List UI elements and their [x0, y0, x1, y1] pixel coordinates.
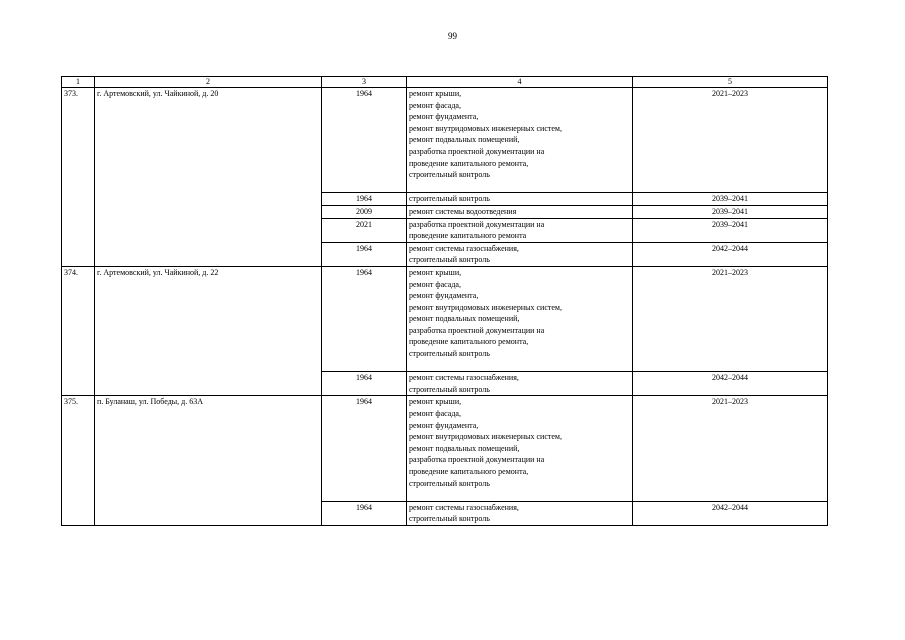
- work-item: разработка проектной документации на: [409, 455, 545, 465]
- work-item: ремонт системы газоснабжения,: [409, 243, 519, 253]
- header-cell-4: 4: [407, 77, 633, 88]
- work-types: [407, 501, 633, 525]
- commissioning-year: 1964: [322, 396, 407, 501]
- entry-number: 373.: [62, 88, 95, 267]
- header-cell-5: 5: [633, 77, 828, 88]
- work-item: ремонт подвальных помещений,: [409, 443, 520, 453]
- planned-period: 2039–2041: [633, 218, 828, 242]
- header-cell-1: 1: [62, 77, 95, 88]
- work-item: ремонт подвальных помещений,: [409, 135, 520, 145]
- work-types: [407, 205, 633, 218]
- work-item: ремонт внутридомовых инженерных систем,: [409, 432, 562, 442]
- spacer: [409, 489, 630, 501]
- header-cell-3: 3: [322, 77, 407, 88]
- entry-address: п. Буланаш, ул. Победы, д. 63А: [95, 396, 322, 526]
- work-item: ремонт внутридомовых инженерных систем,: [409, 302, 562, 312]
- planned-period: 2039–2041: [633, 205, 828, 218]
- work-item: ремонт крыши,: [409, 267, 462, 277]
- commissioning-year: 2021: [322, 218, 407, 242]
- work-item: ремонт фасада,: [409, 100, 461, 110]
- work-item: ремонт крыши,: [409, 397, 462, 407]
- work-types: [407, 266, 633, 371]
- work-item: строительный контроль: [409, 384, 490, 394]
- work-item: строительный контроль: [409, 349, 490, 359]
- planned-period: 2042–2044: [633, 242, 828, 266]
- entry-address: г. Артемовский, ул. Чайкиной, д. 20: [95, 88, 322, 267]
- entry-address: г. Артемовский, ул. Чайкиной, д. 22: [95, 266, 322, 396]
- work-item: ремонт подвальных помещений,: [409, 314, 520, 324]
- table-row: [62, 396, 828, 501]
- planned-period: 2021–2023: [633, 88, 828, 193]
- page-number: 99: [448, 31, 457, 41]
- work-item: ремонт фундамента,: [409, 420, 479, 430]
- spacer: [409, 181, 630, 193]
- work-item: строительный контроль: [409, 170, 490, 180]
- commissioning-year: 1964: [322, 193, 407, 206]
- work-item: разработка проектной документации на: [409, 219, 545, 229]
- work-types: [407, 193, 633, 206]
- work-item: ремонт фундамента,: [409, 112, 479, 122]
- work-item: ремонт фасада,: [409, 279, 461, 289]
- commissioning-year: 1964: [322, 372, 407, 396]
- commissioning-year: 2009: [322, 205, 407, 218]
- work-item: ремонт системы газоснабжения,: [409, 502, 519, 512]
- table-row: [62, 266, 828, 371]
- work-item: ремонт фундамента,: [409, 291, 479, 301]
- table-row: [62, 88, 828, 193]
- work-types: [407, 242, 633, 266]
- work-item: строительный контроль: [409, 478, 490, 488]
- work-item: ремонт системы газоснабжения,: [409, 373, 519, 383]
- work-types: [407, 396, 633, 501]
- work-types: [407, 372, 633, 396]
- planned-period: 2042–2044: [633, 501, 828, 525]
- planned-period: 2039–2041: [633, 193, 828, 206]
- planned-period: 2021–2023: [633, 266, 828, 371]
- header-cell-2: 2: [95, 77, 322, 88]
- spacer: [409, 360, 630, 372]
- work-item: ремонт крыши,: [409, 89, 462, 98]
- commissioning-year: 1964: [322, 501, 407, 525]
- work-item: проведение капитального ремонта,: [409, 337, 529, 347]
- commissioning-year: 1964: [322, 266, 407, 371]
- work-item: ремонт фасада,: [409, 409, 461, 419]
- work-item: ремонт внутридомовых инженерных систем,: [409, 123, 562, 133]
- work-types: [407, 218, 633, 242]
- work-item: строительный контроль: [409, 194, 490, 204]
- planned-period: 2042–2044: [633, 372, 828, 396]
- work-item: разработка проектной документации на: [409, 146, 545, 156]
- work-types: [407, 88, 633, 193]
- work-item: ремонт системы водоотведения: [409, 206, 517, 216]
- commissioning-year: 1964: [322, 88, 407, 193]
- planned-period: 2021–2023: [633, 396, 828, 501]
- work-item: строительный контроль: [409, 514, 490, 524]
- commissioning-year: 1964: [322, 242, 407, 266]
- entry-number: 375.: [62, 396, 95, 526]
- work-item: проведение капитального ремонта,: [409, 158, 529, 168]
- repair-schedule-table: [61, 76, 828, 526]
- work-item: разработка проектной документации на: [409, 325, 545, 335]
- work-item: проведение капитального ремонта,: [409, 467, 529, 476]
- work-item: проведение капитального ремонта: [409, 231, 527, 241]
- table-header-row: [62, 77, 828, 88]
- work-item: строительный контроль: [409, 255, 490, 265]
- entry-number: 374.: [62, 266, 95, 396]
